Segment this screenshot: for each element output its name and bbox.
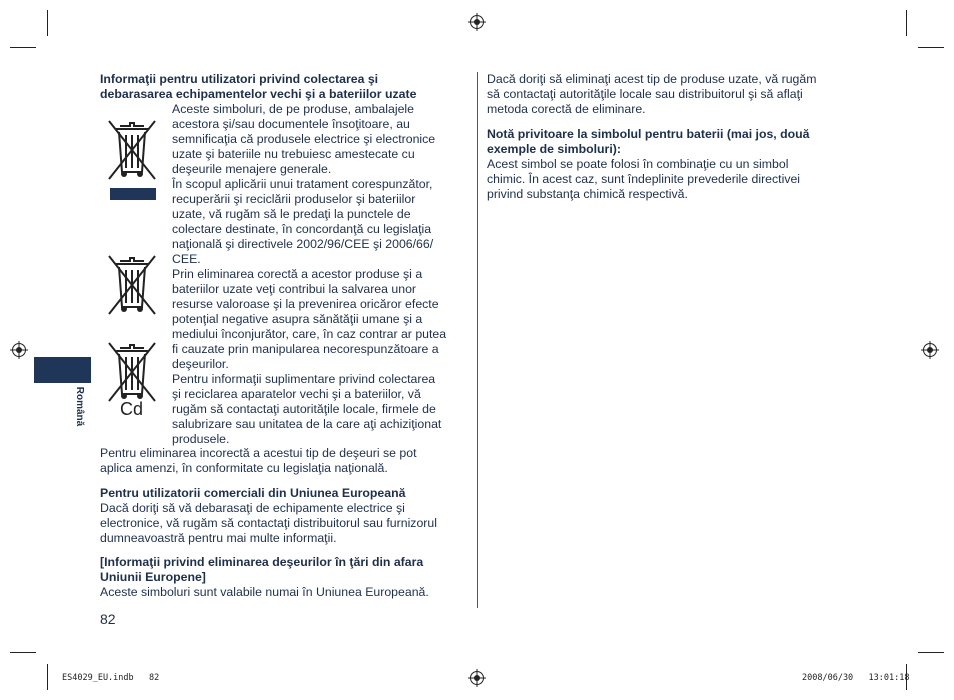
text-line: uzate şi bateriile nu trebuiesc amestecate cu	[172, 147, 415, 161]
footer-timestamp: 2008/06/30 13:01:18	[802, 673, 910, 683]
text-line: naţională şi directivele 2002/96/CEE şi 2006/66/	[172, 237, 434, 251]
disposal-paragraph: Dacă doriţi să eliminaţi acest tip de produse uzate, vă rugăm	[487, 72, 817, 86]
crossed-bin-icon	[106, 118, 158, 202]
text-line: În scopul aplicării unui tratament corespunzător,	[172, 177, 433, 191]
crossed-bin-cd-icon	[106, 340, 158, 404]
text-line: mediului înconjurător, care, în caz contrar ar putea	[172, 327, 447, 341]
text-line: Aceste simboluri, de pe produse, ambalajele	[172, 102, 414, 116]
text-line: deşeurilor.	[172, 357, 229, 371]
footer-file-info: ES4029_EU.indb 82	[62, 673, 160, 683]
column-divider	[477, 72, 478, 608]
cadmium-symbol-label: Cd	[120, 399, 144, 419]
outside-eu-paragraph: Aceste simboluri sunt valabile numai în Uniunea Europeană.	[100, 585, 429, 599]
registration-mark-icon	[921, 341, 939, 359]
registration-mark-icon	[468, 13, 486, 31]
text-line: acestora şi/sau documentele însoţitoare, au	[172, 117, 410, 131]
text-line: colectare destinate, în concordanţă cu legislaţia	[172, 222, 432, 236]
crop-mark	[906, 10, 907, 36]
battery-note-heading: exemple de simboluri):	[487, 142, 621, 156]
text-line: uzate, vă rugăm să le predaţi la punctele de	[172, 207, 411, 221]
crop-mark	[918, 47, 944, 48]
text-line: potenţial negative asupra sănătăţii umane şi a	[172, 312, 423, 326]
text-line: Prin eliminarea corectă a acestor produse şi a	[172, 267, 423, 281]
crop-mark	[10, 47, 36, 48]
disposal-paragraph: să contactaţi autorităţile locale sau distribuitorul şi să aflaţi	[487, 87, 803, 101]
penalty-paragraph: Pentru eliminarea incorectă a acestui tip de deşeuri se pot	[100, 446, 417, 460]
registration-mark-icon	[10, 341, 28, 359]
registration-mark-icon	[468, 669, 486, 687]
business-paragraph: electronice, vă rugăm să contactaţi distribuitorul sau furnizorul	[100, 516, 437, 530]
language-tab-label: Română	[74, 386, 86, 427]
text-line: fi cauzate prin manipularea necorespunzătoare a	[172, 342, 439, 356]
text-line: bateriilor uzate veţi contribui la salvarea unor	[172, 282, 417, 296]
section-heading-weee: Informaţii pentru utilizatori privind colectarea şi	[100, 72, 379, 86]
business-paragraph: Dacă doriţi să vă debarasaţi de echipamente electrice şi	[100, 501, 405, 515]
text-line: deşeurile menajere generale.	[172, 162, 332, 176]
battery-note-paragraph: Acest simbol se poate folosi în combinaţie cu un simbol	[487, 157, 789, 171]
text-line: Pentru informaţii suplimentare privind colectarea	[172, 372, 436, 386]
crop-mark	[47, 664, 48, 690]
penalty-paragraph: aplica amenzi, în conformitate cu legislaţia naţională.	[100, 461, 388, 475]
crop-mark	[10, 652, 36, 653]
text-line: produsele.	[172, 432, 230, 446]
text-line: CEE.	[172, 252, 201, 266]
crop-mark	[47, 10, 48, 36]
section-heading-weee: debarasarea echipamentelor vechi şi a bateriilor uzate	[100, 87, 417, 101]
text-line: resurse valoroase şi la prevenirea oricăror efecte	[172, 297, 439, 311]
language-tab-bar	[34, 357, 91, 383]
section-heading-outside-eu: Uniunii Europene]	[100, 570, 206, 584]
text-line: semnificaţia că produsele electrice şi electronice	[172, 132, 436, 146]
text-line: şi reciclarea aparatelor vechi şi a bateriilor, vă	[172, 387, 421, 401]
battery-note-paragraph: privind substanţa chimică respectivă.	[487, 187, 688, 201]
crop-mark	[918, 652, 944, 653]
section-heading-outside-eu: [Informaţii privind eliminarea deşeurilor în ţări din afara	[100, 555, 424, 569]
text-line: salubrizare sau unitatea de la care aţi achiziţionat	[172, 417, 442, 431]
business-paragraph: dumneavoastră pentru mai multe informaţii.	[100, 531, 337, 545]
battery-note-heading: Notă privitoare la simbolul pentru baterii (mai jos, două	[487, 127, 810, 141]
crossed-bin-icon	[106, 253, 158, 317]
battery-note-paragraph: chimic. În acest caz, sunt îndeplinite prevederile directivei	[487, 172, 801, 186]
section-heading-business: Pentru utilizatorii comerciali din Uniunea Europeană	[100, 486, 406, 500]
text-line: recuperării şi reciclării produselor şi bateriilor	[172, 192, 416, 206]
disposal-paragraph: metoda corectă de eliminare.	[487, 102, 646, 116]
text-line: rugăm să contactaţi autorităţile locale, firmele de	[172, 402, 436, 416]
page-number: 82	[100, 611, 116, 627]
